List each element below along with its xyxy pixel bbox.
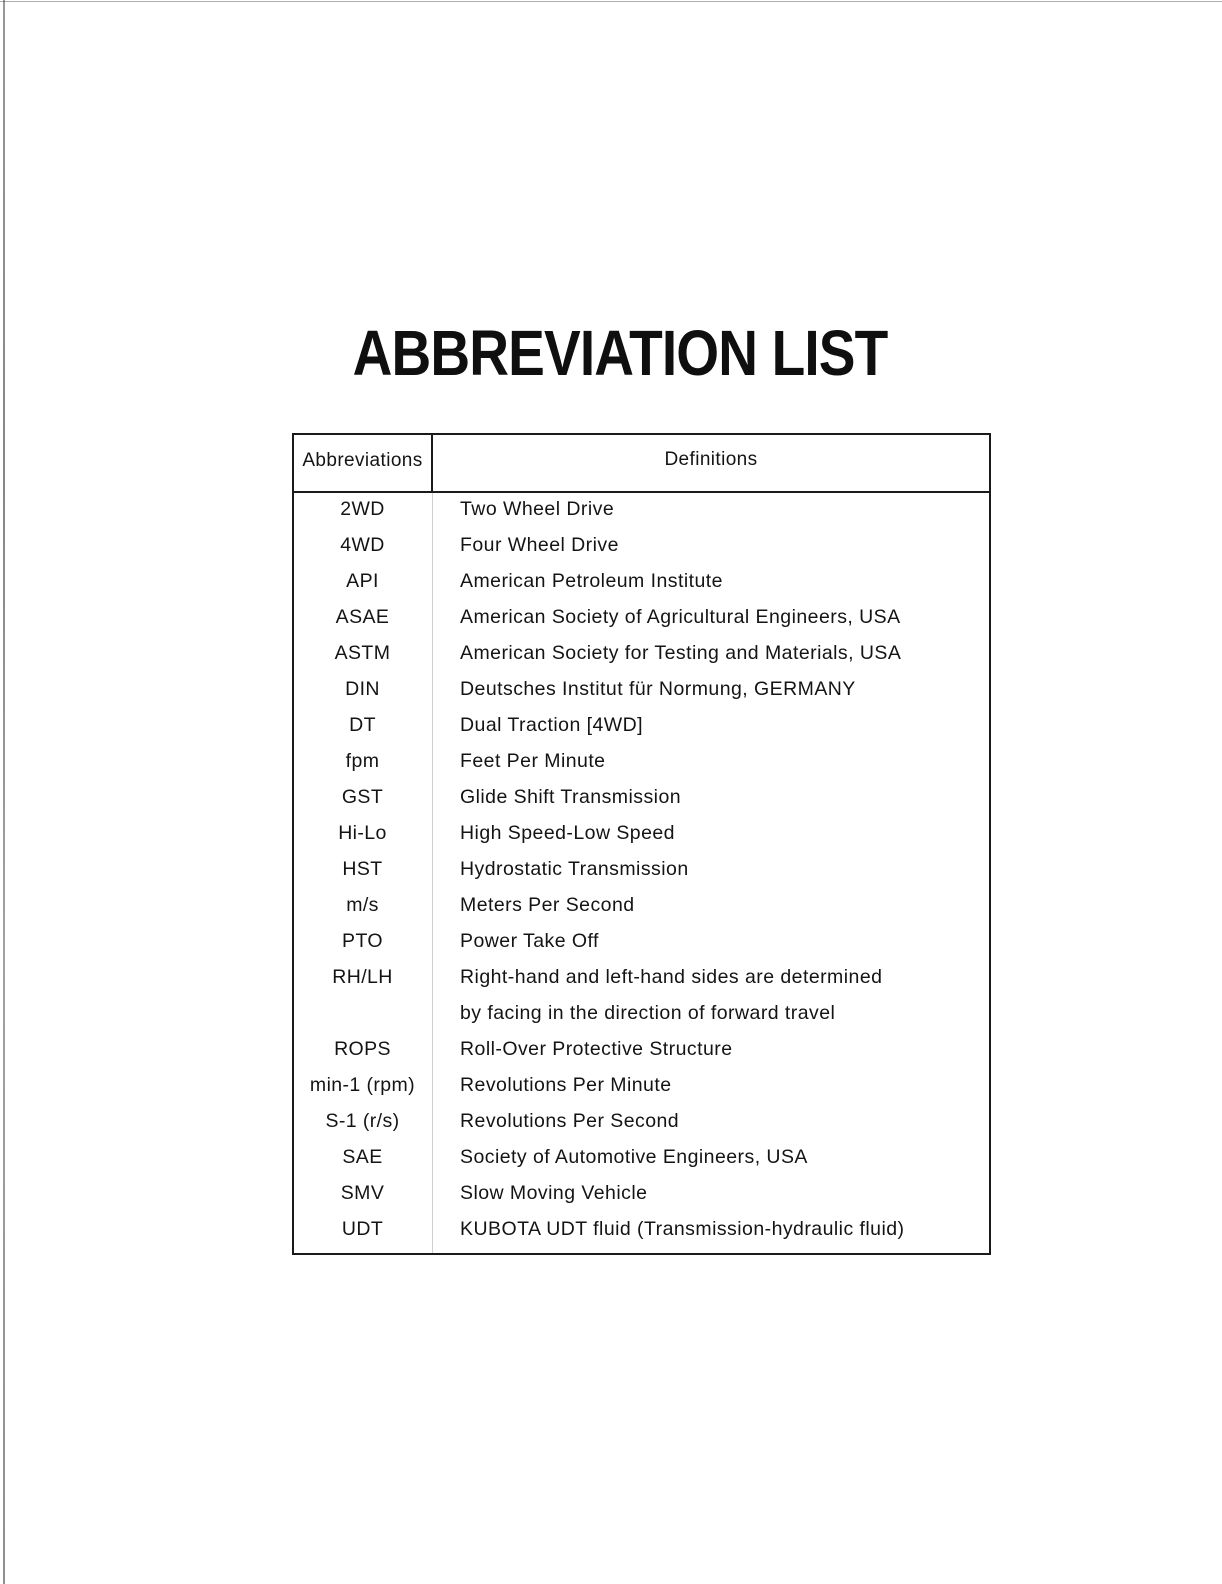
abbreviation-cell: S-1 (r/s): [325, 1110, 400, 1132]
abbreviation-cell: min-1 (rpm): [309, 1074, 416, 1096]
abbreviation-cell: GST: [341, 786, 384, 808]
abbreviation-cell: PTO: [342, 930, 383, 952]
definition-cell: Four Wheel Drive: [460, 534, 619, 556]
definition-cell: Feet Per Minute: [460, 750, 606, 772]
definition-cell: Revolutions Per Second: [460, 1110, 680, 1132]
definition-cell: Slow Moving Vehicle: [460, 1182, 648, 1204]
header-definitions: Definitions: [664, 449, 758, 470]
table-row: [294, 1033, 989, 1069]
table-row: [294, 745, 989, 781]
definition-cell: Meters Per Second: [460, 894, 635, 916]
definition-cell: Power Take Off: [460, 930, 599, 952]
table-row: [294, 529, 989, 565]
definition-cell: KUBOTA UDT fluid (Transmission-hydraulic fluid): [460, 1218, 905, 1240]
definition-cell: High Speed-Low Speed: [460, 822, 675, 844]
abbreviation-cell: ASTM: [334, 642, 391, 664]
table-row: [294, 889, 989, 925]
abbreviation-cell: SAE: [342, 1146, 383, 1168]
table-row: [294, 673, 989, 709]
definition-cell: Deutsches Institut für Normung, GERMANY: [460, 678, 856, 700]
table-row: [294, 493, 989, 529]
definition-cell: Society of Automotive Engineers, USA: [460, 1146, 808, 1168]
table-body: [294, 493, 989, 1249]
page-title: ABBREVIATION LIST: [352, 317, 888, 389]
table-row: [294, 997, 989, 1033]
definition-cell: Two Wheel Drive: [460, 498, 615, 520]
table-row: [294, 637, 989, 673]
definition-cell: Roll-Over Protective Structure: [460, 1038, 733, 1060]
scan-edge-left: [3, 0, 5, 1584]
abbreviation-cell: m/s: [346, 894, 379, 916]
table-row: [294, 1177, 989, 1213]
abbreviation-cell: 2WD: [340, 498, 385, 520]
table-row: [294, 781, 989, 817]
definition-cell: American Society of Agricultural Engineers, USA: [460, 606, 901, 628]
definition-cell: Dual Traction [4WD]: [460, 714, 644, 736]
abbreviation-cell: ROPS: [334, 1038, 391, 1060]
table-row: [294, 961, 989, 997]
abbreviation-cell: DT: [349, 714, 376, 736]
scan-edge-top: [0, 1, 1222, 2]
header-abbreviations: Abbreviations: [302, 450, 423, 471]
abbreviation-cell: SMV: [340, 1182, 385, 1204]
definition-cell: by facing in the direction of forward travel: [460, 1002, 836, 1024]
definition-cell: American Petroleum Institute: [460, 570, 723, 592]
definition-cell: American Society for Testing and Materials, USA: [460, 642, 902, 664]
definition-cell: Hydrostatic Transmission: [460, 858, 689, 880]
abbreviation-cell: HST: [342, 858, 383, 880]
abbreviation-cell: DIN: [345, 678, 380, 700]
table-row: [294, 709, 989, 745]
table-row: [294, 565, 989, 601]
table-row: [294, 1213, 989, 1249]
table-row: [294, 1105, 989, 1141]
abbreviation-cell: ASAE: [335, 606, 390, 628]
table-header-row: [294, 435, 989, 493]
table-row: [294, 925, 989, 961]
abbreviation-cell: API: [346, 570, 379, 592]
definition-cell: Revolutions Per Minute: [460, 1074, 672, 1096]
table-row: [294, 853, 989, 889]
abbreviation-cell: Hi-Lo: [338, 822, 387, 844]
table-row: [294, 1069, 989, 1105]
definition-cell: Glide Shift Transmission: [460, 786, 682, 808]
table-row: [294, 1141, 989, 1177]
table-row: [294, 817, 989, 853]
definition-cell: Right-hand and left-hand sides are determined: [460, 966, 883, 988]
abbreviation-table: [292, 433, 991, 1255]
table-row: [294, 601, 989, 637]
abbreviation-cell: fpm: [345, 750, 380, 772]
abbreviation-cell: UDT: [341, 1218, 384, 1240]
abbreviation-cell: 4WD: [340, 534, 385, 556]
abbreviation-cell: RH/LH: [332, 966, 393, 988]
